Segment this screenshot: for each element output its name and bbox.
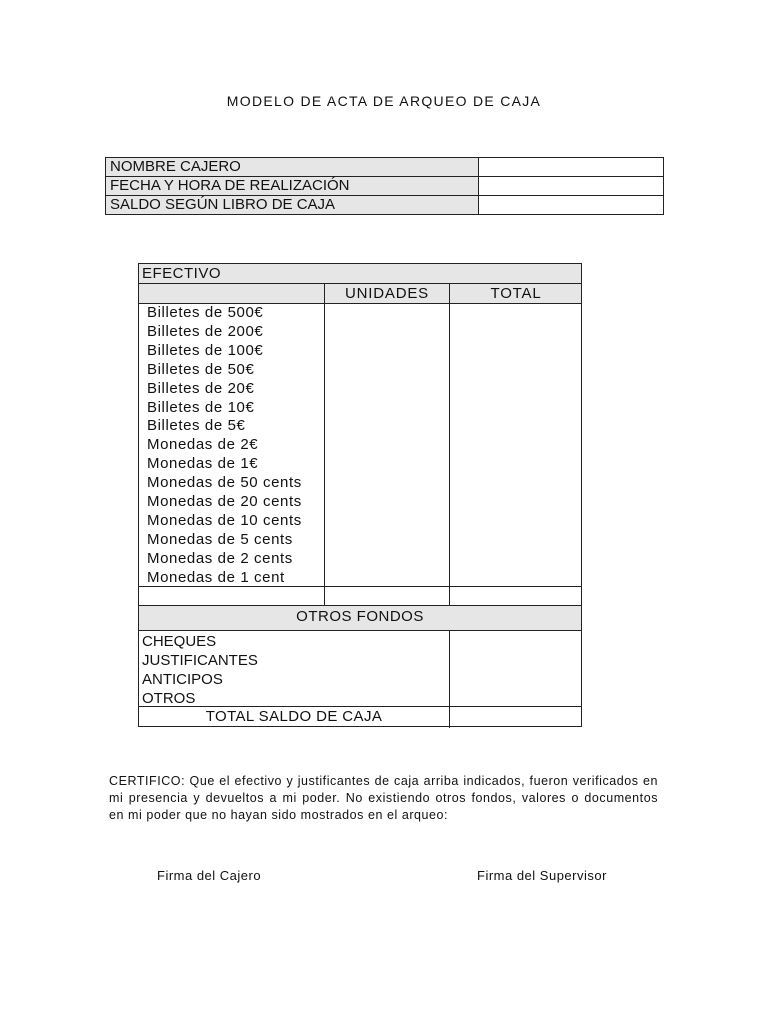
units-column-header: UNIDADES: [345, 285, 429, 302]
supervisor-signature-label: Firma del Supervisor: [477, 868, 607, 883]
row-divider: [139, 630, 581, 631]
list-item: ANTICIPOS: [142, 671, 223, 688]
list-item: CHEQUES: [142, 633, 217, 650]
cash-count-table: [138, 263, 582, 727]
list-item: Billetes de 50€: [147, 360, 255, 378]
list-item: Billetes de 20€: [147, 379, 255, 397]
list-item: JUSTIFICANTES: [142, 652, 258, 669]
denomination-list: [147, 304, 302, 588]
efectivo-label: EFECTIVO: [142, 265, 222, 282]
info-row-cashier-name: [106, 158, 664, 177]
list-item: Billetes de 5€: [147, 417, 246, 435]
list-item: Monedas de 10 cents: [147, 511, 302, 529]
cashier-info-table: [105, 157, 664, 215]
list-item: Monedas de 2€: [147, 436, 259, 454]
list-item: Monedas de 1€: [147, 455, 259, 473]
other-funds-label: OTROS FONDOS: [296, 608, 424, 625]
info-value-field[interactable]: [479, 196, 664, 215]
other-funds-list: [142, 632, 258, 708]
total-column-header: TOTAL: [490, 285, 542, 302]
cashier-signature-label: Firma del Cajero: [157, 868, 262, 883]
total-balance-label: TOTAL SALDO DE CAJA: [205, 708, 383, 725]
info-row-book-balance: [106, 196, 664, 215]
document-title: MODELO DE ACTA DE ARQUEO DE CAJA: [226, 93, 542, 109]
certification-text: CERTIFICO: Que el efectivo y justificantes de caja arriba indicados, fueron verificados en mi presencia y devueltos a mi poder. No existiendo otros fondos, valores o documentos en mi poder que no hayan sido mostrados en el arqueo:: [109, 774, 658, 822]
list-item: Monedas de 50 cents: [147, 474, 302, 492]
list-item: OTROS: [142, 690, 196, 707]
row-divider: [139, 605, 581, 606]
info-label: FECHA Y HORA DE REALIZACIÓN: [106, 177, 479, 196]
column-divider: [449, 283, 450, 605]
list-item: Billetes de 500€: [147, 304, 264, 321]
info-row-date-time: [106, 177, 664, 196]
info-label: NOMBRE CAJERO: [106, 158, 479, 177]
list-item: Billetes de 100€: [147, 341, 264, 359]
info-value-field[interactable]: [479, 177, 664, 196]
list-item: Monedas de 2 cents: [147, 549, 293, 567]
list-item: Monedas de 5 cents: [147, 530, 293, 548]
column-divider: [324, 283, 325, 605]
list-item: Billetes de 200€: [147, 322, 264, 340]
list-item: Billetes de 10€: [147, 398, 255, 416]
column-divider: [449, 630, 450, 728]
list-item: Monedas de 1 cent: [147, 568, 285, 586]
list-item: Monedas de 20 cents: [147, 493, 302, 511]
info-label: SALDO SEGÚN LIBRO DE CAJA: [106, 196, 479, 215]
info-value-field[interactable]: [479, 158, 664, 177]
